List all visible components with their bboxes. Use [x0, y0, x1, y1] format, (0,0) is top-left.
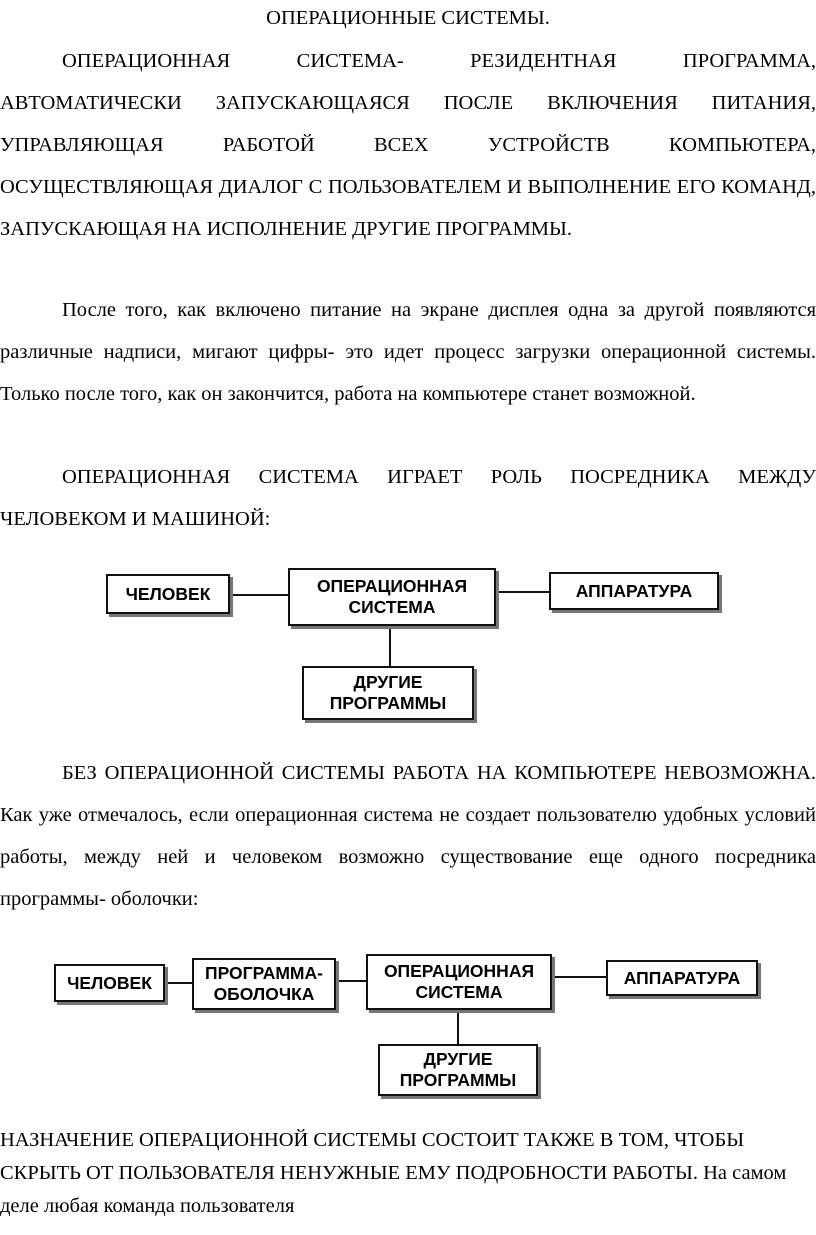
- box-human: [54, 964, 165, 1002]
- box-hardware-label: АППАРАТУРА: [623, 967, 741, 988]
- diagram-os-mediator: [0, 556, 816, 726]
- box-other-label-2: ПРОГРАММЫ: [329, 693, 447, 713]
- box-human-label: ЧЕЛОВЕК: [125, 583, 211, 604]
- connector-shell-os: [334, 980, 368, 982]
- box-operating-system: [366, 954, 552, 1010]
- connector-os-other: [457, 1008, 459, 1046]
- paragraph-os-purpose: НАЗНАЧЕНИЕ ОПЕРАЦИОННОЙ СИСТЕМЫ СОСТОИТ ТАКЖЕ В ТОМ, ЧТОБЫ СКРЫТЬ ОТ ПОЛЬЗОВАТЕЛЯ НЕНУЖНЫЕ ЕМУ ПОДРОБНОСТИ РАБОТЫ. На самом деле любая команда пользователя: [0, 1129, 787, 1217]
- box-os-label-2: СИСТЕМА: [415, 982, 503, 1002]
- box-hardware: [549, 572, 719, 610]
- connector-os-other: [389, 624, 391, 668]
- page-title: ОПЕРАЦИОННЫЕ СИСТЕМЫ.: [266, 7, 550, 29]
- box-shell-label-1: ПРОГРАММА-: [205, 963, 323, 983]
- paragraph-boot-process: После того, как включено питание на экране дисплея одна за другой появляются различные надписи, мигают цифры- это идет процесс загрузки операционной системы. Только после того, как он закончится, работа на компьютере станет возможной.: [0, 299, 816, 405]
- box-other-label-2: ПРОГРАММЫ: [399, 1070, 517, 1090]
- box-hardware-label: АППАРАТУРА: [575, 580, 693, 601]
- connector-human-shell: [163, 982, 193, 984]
- box-human: [106, 574, 230, 614]
- box-other-label-1: ДРУГИЕ: [423, 1049, 493, 1069]
- box-other-programs: [378, 1044, 538, 1096]
- box-os-label-2: СИСТЕМА: [348, 597, 436, 617]
- box-os-label-1: ОПЕРАЦИОННАЯ: [383, 961, 535, 981]
- box-shell-program: [192, 958, 336, 1010]
- box-other-label-1: ДРУГИЕ: [353, 672, 423, 692]
- box-shell-label-2: ОБОЛОЧКА: [213, 984, 315, 1004]
- box-operating-system: [288, 568, 496, 626]
- paragraph-os-definition: ОПЕРАЦИОННАЯ СИСТЕМА- РЕЗИДЕНТНАЯ ПРОГРАММА, АВТОМАТИЧЕСКИ ЗАПУСКАЮЩАЯСЯ ПОСЛЕ ВКЛЮЧЕНИЯ ПИТАНИЯ, УПРАВЛЯЮЩАЯ РАБОТОЙ ВСЕХ УСТРОЙСТВ КОМПЬЮТЕРА, ОСУЩЕСТВЛЯЮЩАЯ ДИАЛОГ С ПОЛЬЗОВАТЕЛЕМ И ВЫПОЛНЕНИЕ ЕГО КОМАНД, ЗАПУСКАЮЩАЯ НА ИСПОЛНЕНИЕ ДРУГИЕ ПРОГРАММЫ.: [0, 50, 816, 240]
- box-other-programs: [302, 666, 474, 720]
- box-hardware: [606, 960, 758, 996]
- paragraph-os-mediator: ОПЕРАЦИОННАЯ СИСТЕМА ИГРАЕТ РОЛЬ ПОСРЕДНИКА МЕЖДУ ЧЕЛОВЕКОМ И МАШИНОЙ:: [0, 466, 816, 530]
- box-os-label-1: ОПЕРАЦИОННАЯ: [316, 576, 468, 596]
- diagram-shell-mediator: [0, 944, 816, 1104]
- connector-os-hardware: [494, 591, 550, 593]
- box-human-label: ЧЕЛОВЕК: [67, 972, 152, 993]
- connector-human-os: [228, 594, 290, 596]
- connector-os-hardware: [550, 976, 608, 978]
- paragraph-shell-program: БЕЗ ОПЕРАЦИОННОЙ СИСТЕМЫ РАБОТА НА КОМПЬЮТЕРЕ НЕВОЗМОЖНА. Как уже отмечалось, если операционная система не создает пользователю удобных условий работы, между ней и человеком возможно существование еще одного посредника программы- оболочки:: [0, 762, 816, 910]
